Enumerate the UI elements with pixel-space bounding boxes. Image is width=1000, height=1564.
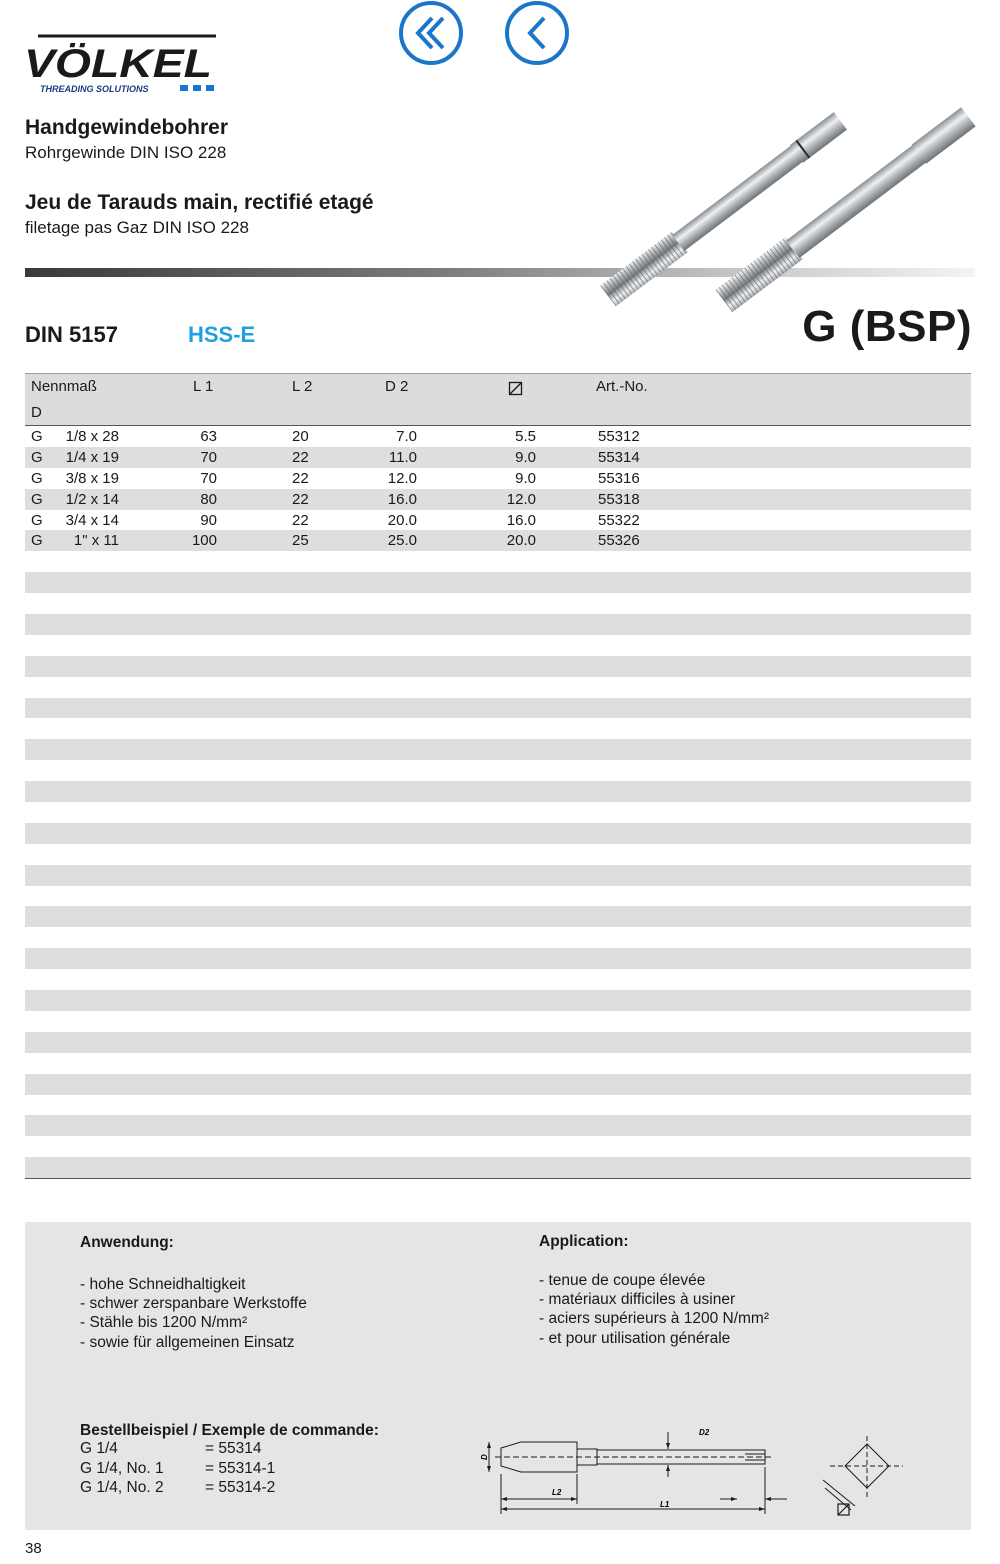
table-bottom-rule	[25, 1178, 971, 1179]
order-row	[80, 1479, 379, 1499]
product-table	[25, 373, 971, 1178]
cell-g: G	[31, 469, 43, 487]
application-title-german: Anwendung:	[80, 1234, 174, 1251]
table-row	[25, 739, 971, 760]
product-image	[588, 106, 980, 316]
cell-l1: 70	[200, 469, 217, 487]
cell-g: G	[31, 448, 43, 466]
order-label: G 1/4, No. 1	[80, 1459, 164, 1477]
table-row	[25, 656, 971, 677]
cell-size: 1/2 x 14	[65, 490, 119, 508]
cell-sq: 9.0	[515, 469, 536, 487]
application-list-french	[539, 1271, 769, 1348]
table-row	[25, 1115, 971, 1136]
table-header	[25, 373, 971, 426]
cell-size: 1/8 x 28	[65, 428, 119, 445]
cell-g: G	[31, 428, 43, 445]
square-drive-icon	[508, 381, 523, 396]
first-page-button[interactable]	[398, 0, 464, 66]
cell-g: G	[31, 532, 43, 550]
cell-d2: 12.0	[387, 469, 417, 487]
cell-size: 1/4 x 19	[65, 448, 119, 466]
table-row	[25, 886, 971, 907]
cell-l2: 25	[292, 532, 309, 550]
table-row	[25, 635, 971, 656]
list-item: - sowie für allgemeinen Einsatz	[80, 1333, 295, 1351]
cell-sq: 12.0	[506, 490, 536, 508]
cell-art: 55322	[598, 511, 640, 529]
cell-sq: 9.0	[515, 448, 536, 466]
title-german: Handgewindebohrer	[25, 116, 229, 139]
column-header-l1: L 1	[193, 378, 214, 395]
cell-art: 55314	[598, 448, 640, 466]
table-row	[25, 823, 971, 844]
square-drive-icon	[838, 1504, 849, 1515]
column-header-art-no: Art.-No.	[596, 378, 648, 395]
table-row	[25, 906, 971, 927]
din-standard: DIN 5157	[25, 322, 118, 347]
table-row	[25, 677, 971, 698]
order-row	[80, 1440, 379, 1460]
table-row	[25, 927, 971, 948]
svg-text:VÖLKEL: VÖLKEL	[24, 42, 187, 86]
list-item: - et pour utilisation générale	[539, 1329, 731, 1347]
table-row	[25, 426, 971, 447]
table-row	[25, 1053, 971, 1074]
order-label: G 1/4	[80, 1440, 118, 1457]
column-header-nennmass: Nennmaß	[31, 378, 97, 395]
cell-art: 55316	[598, 469, 640, 487]
table-row	[25, 593, 971, 614]
table-row	[25, 781, 971, 802]
list-item: - tenue de coupe élevée	[539, 1272, 706, 1289]
subtitle-german: Rohrgewinde DIN ISO 228	[25, 143, 227, 162]
cell-size: 3/8 x 19	[65, 469, 119, 487]
cell-d2: 11.0	[388, 448, 417, 466]
order-value: = 55314-1	[205, 1459, 276, 1477]
cell-l1: 63	[200, 428, 217, 445]
table-row	[25, 447, 971, 468]
list-item: - Stähle bis 1200 N/mm²	[80, 1314, 248, 1332]
table-row	[25, 948, 971, 969]
cell-l1: 100	[191, 532, 217, 550]
technical-drawing	[465, 1422, 905, 1522]
dimension-label-l2: L2	[552, 1488, 562, 1497]
cell-sq: 16.0	[506, 511, 536, 529]
list-item: - schwer zerspanbare Werkstoffe	[80, 1295, 307, 1313]
cell-l2: 22	[292, 448, 309, 466]
cell-g: G	[31, 490, 43, 508]
dimension-label-d: D	[480, 1454, 489, 1460]
table-body	[25, 426, 971, 1178]
dimension-label-d2: D2	[699, 1428, 710, 1437]
table-row	[25, 844, 971, 865]
brand-logo	[24, 32, 220, 94]
cell-l2: 22	[292, 490, 309, 508]
list-item: - matériaux difficiles à usiner	[539, 1291, 736, 1309]
material-label: HSS-E	[188, 322, 256, 347]
cell-g: G	[31, 511, 43, 529]
cell-size: 1" x 11	[73, 532, 119, 550]
order-example-title: Bestellbeispiel / Exemple de commande:	[80, 1422, 379, 1439]
cell-d2: 20.0	[387, 511, 417, 529]
cell-art: 55312	[598, 428, 640, 445]
cell-d2: 7.0	[396, 428, 417, 445]
page-number: 38	[25, 1540, 42, 1557]
info-panel	[25, 1222, 971, 1530]
cell-l1: 70	[200, 448, 217, 466]
list-item: - hohe Schneidhaltigkeit	[80, 1276, 246, 1293]
table-row	[25, 489, 971, 510]
table-row	[25, 1032, 971, 1053]
table-row	[25, 802, 971, 823]
cell-sq: 20.0	[506, 532, 536, 550]
double-chevron-left-icon	[401, 3, 461, 63]
cell-l2: 22	[292, 469, 309, 487]
cell-d2: 16.0	[387, 490, 417, 508]
table-row	[25, 1011, 971, 1032]
table-row	[25, 551, 971, 572]
table-row	[25, 718, 971, 739]
table-row	[25, 698, 971, 719]
column-header-d2: D 2	[385, 378, 409, 395]
application-title-french: Application:	[539, 1233, 629, 1250]
table-row	[25, 530, 971, 551]
order-row	[80, 1460, 379, 1480]
chevron-left-icon	[507, 3, 567, 63]
cell-l2: 22	[292, 511, 309, 529]
dimension-label-l1: L1	[660, 1500, 670, 1509]
previous-page-button[interactable]	[504, 0, 570, 66]
order-value: = 55314-2	[205, 1479, 276, 1496]
column-header-d: D	[31, 404, 42, 421]
application-list-german	[80, 1275, 307, 1352]
table-row	[25, 1095, 971, 1116]
cell-art: 55318	[598, 490, 640, 508]
cell-l2: 20	[292, 428, 309, 445]
cell-l1: 90	[200, 511, 217, 529]
cell-l1: 80	[200, 490, 217, 508]
order-value: = 55314	[205, 1440, 262, 1457]
table-row	[25, 572, 971, 593]
thread-type-label: G (BSP)	[802, 302, 972, 351]
subtitle-french: filetage pas Gaz DIN ISO 228	[25, 218, 249, 237]
table-row	[25, 865, 971, 886]
order-example	[80, 1422, 379, 1499]
column-header-l2: L 2	[292, 378, 313, 395]
table-row	[25, 468, 971, 489]
table-row	[25, 760, 971, 781]
svg-text:THREADING SOLUTIONS: THREADING SOLUTIONS	[40, 84, 149, 94]
list-item: - aciers supérieurs à 1200 N/mm²	[539, 1310, 769, 1328]
table-row	[25, 1136, 971, 1157]
table-row	[25, 1074, 971, 1095]
table-row	[25, 969, 971, 990]
title-french: Jeu de Tarauds main, rectifié etagé	[25, 191, 374, 214]
cell-sq: 5.5	[515, 428, 536, 445]
table-row	[25, 614, 971, 635]
cell-d2: 25.0	[387, 532, 417, 550]
table-row	[25, 1157, 971, 1178]
table-row	[25, 990, 971, 1011]
table-row	[25, 510, 971, 531]
cell-size: 3/4 x 14	[65, 511, 119, 529]
cell-art: 55326	[598, 532, 640, 550]
order-label: G 1/4, No. 2	[80, 1479, 164, 1496]
